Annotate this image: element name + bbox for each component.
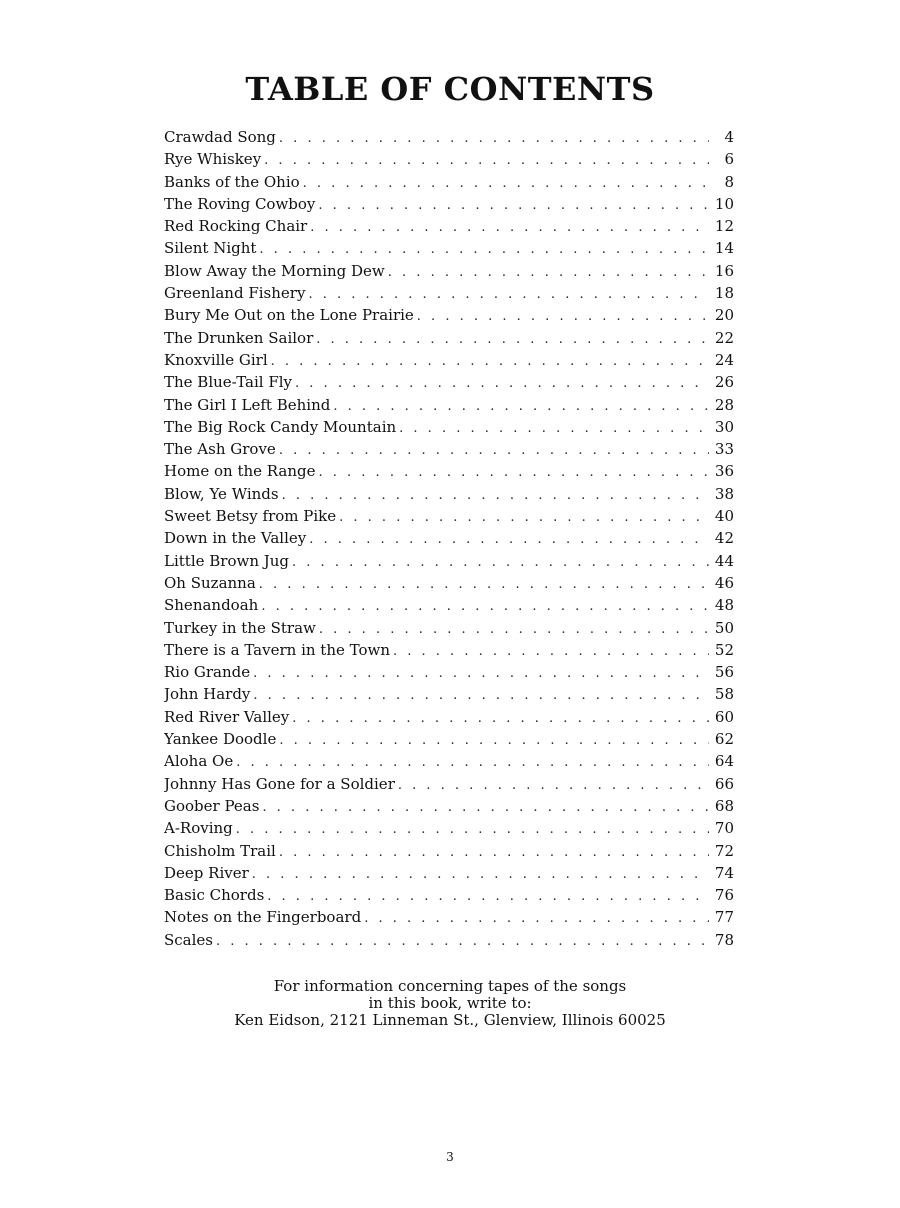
dot-leader <box>292 552 709 572</box>
dot-leader <box>279 128 709 148</box>
toc-entry <box>164 327 734 349</box>
toc-entry-title: There is a Tavern in the Town <box>164 640 390 659</box>
info-line-3: Ken Eidson, 2121 Linneman St., Glenview, Illinois 60025 <box>234 1011 666 1029</box>
toc-entry-page: 16 <box>714 261 734 280</box>
toc-entry-title: Banks of the Ohio <box>164 172 300 191</box>
toc-entry-title: Basic Chords <box>164 886 265 905</box>
toc-entry-title: Red Rocking Chair <box>164 217 308 236</box>
dot-leader <box>333 396 709 416</box>
toc-entry <box>164 126 734 148</box>
dot-leader <box>316 329 709 349</box>
dot-leader <box>252 864 709 884</box>
toc-entry-title: Bury Me Out on the Lone Prairie <box>164 306 414 325</box>
toc-entry-page: 20 <box>714 306 734 325</box>
dot-leader <box>279 440 709 460</box>
toc-entry <box>164 483 734 505</box>
toc-entry-page: 38 <box>714 484 734 503</box>
dot-leader <box>398 775 709 795</box>
toc-entry <box>164 349 734 371</box>
toc-entry-title: Johnny Has Gone for a Soldier <box>164 774 395 793</box>
toc-entry <box>164 594 734 616</box>
dot-leader <box>319 619 709 639</box>
toc-entry-page: 4 <box>724 128 734 146</box>
toc-entry-title: Knoxville Girl <box>164 350 268 369</box>
toc-entry-page: 48 <box>714 596 734 615</box>
toc-entry-title: The Ash Grove <box>164 440 276 459</box>
toc-entry-page: 28 <box>714 395 734 414</box>
toc-entry-title: Silent Night <box>164 239 257 258</box>
toc-entry-page: 68 <box>714 796 734 815</box>
dot-leader <box>279 842 709 862</box>
toc-entry <box>164 193 734 215</box>
toc-entry <box>164 906 734 928</box>
dot-leader <box>282 485 709 505</box>
toc-entry-title: A-Roving <box>164 819 233 838</box>
dot-leader <box>267 886 709 906</box>
toc-entry <box>164 884 734 906</box>
toc-entry-title: Little Brown Jug <box>164 551 290 570</box>
toc-entry-title: Aloha Oe <box>164 752 234 771</box>
toc-entry-page: 70 <box>714 819 734 838</box>
toc-entry <box>164 795 734 817</box>
toc-entry-title: Shenandoah <box>164 596 259 615</box>
toc-entry-title: Deep River <box>164 863 249 882</box>
toc-entry <box>164 550 734 572</box>
toc-entry-title: The Roving Cowboy <box>164 194 316 213</box>
info-line-1: For information concerning tapes of the songs <box>273 977 627 995</box>
toc-entry-title: Red River Valley <box>164 707 290 726</box>
toc-entry-page: 76 <box>714 886 734 905</box>
dot-leader <box>216 931 709 951</box>
toc-entry <box>164 416 734 438</box>
toc-entry <box>164 661 734 683</box>
toc-entry-title: The Blue-Tail Fly <box>164 373 293 392</box>
toc-entry-page: 78 <box>714 930 734 949</box>
dot-leader <box>262 797 709 817</box>
toc-entry-title: The Big Rock Candy Mountain <box>164 417 397 436</box>
toc-entry <box>164 237 734 259</box>
page-number: 3 <box>446 1150 454 1164</box>
toc-entry-page: 50 <box>714 618 734 637</box>
toc-entry <box>164 862 734 884</box>
dot-leader <box>295 373 709 393</box>
dot-leader <box>253 685 709 705</box>
info-line-2: in this book, write to: <box>368 994 532 1012</box>
toc-entry-page: 44 <box>714 551 734 570</box>
toc-entry-page: 60 <box>714 707 734 726</box>
toc-entry-page: 77 <box>714 908 734 927</box>
toc-entry <box>164 527 734 549</box>
toc-entry <box>164 505 734 527</box>
dot-leader <box>364 908 709 928</box>
toc-entry-page: 26 <box>714 373 734 392</box>
toc-entry-page: 10 <box>714 194 734 213</box>
toc-entry <box>164 706 734 728</box>
toc-entry <box>164 282 734 304</box>
dot-leader <box>261 596 709 616</box>
dot-leader <box>264 150 709 170</box>
toc-entry-page: 56 <box>714 663 734 682</box>
toc-entry-page: 12 <box>714 217 734 236</box>
toc-entry <box>164 460 734 482</box>
toc-entry-title: The Drunken Sailor <box>164 328 314 347</box>
dot-leader <box>259 239 709 259</box>
toc-entry-page: 46 <box>714 573 734 592</box>
toc-entry <box>164 260 734 282</box>
toc-entry <box>164 215 734 237</box>
toc-entry-title: Rio Grande <box>164 663 251 682</box>
toc-entry-title: Sweet Betsy from Pike <box>164 507 337 526</box>
toc-entry <box>164 617 734 639</box>
toc-entry-page: 72 <box>714 841 734 860</box>
dot-leader <box>339 507 709 527</box>
toc-entry <box>164 148 734 170</box>
toc-entry <box>164 371 734 393</box>
dot-leader <box>303 173 709 193</box>
toc-entry <box>164 438 734 460</box>
dot-leader <box>319 462 710 482</box>
toc-entry <box>164 840 734 862</box>
toc-entry-page: 33 <box>714 440 734 459</box>
toc-entry-page: 14 <box>714 239 734 258</box>
toc-entry <box>164 773 734 795</box>
dot-leader <box>259 574 709 594</box>
dot-leader <box>318 195 709 215</box>
toc-entry-page: 8 <box>724 172 734 191</box>
toc-entry-title: The Girl I Left Behind <box>164 395 331 414</box>
toc-entry-page: 6 <box>724 150 734 169</box>
dot-leader <box>309 529 709 549</box>
dot-leader <box>310 217 709 237</box>
dot-leader <box>279 730 709 750</box>
toc-entry <box>164 639 734 661</box>
dot-leader <box>393 641 709 661</box>
dot-leader <box>417 306 709 326</box>
toc-entry-title: Greenland Fishery <box>164 284 306 303</box>
toc-entry-page: 40 <box>714 507 734 526</box>
tape-information <box>0 978 900 1029</box>
toc-entry-title: Turkey in the Straw <box>164 618 316 637</box>
toc-entry-page: 64 <box>714 752 734 771</box>
toc-entry-title: Rye Whiskey <box>164 150 262 169</box>
dot-leader <box>253 663 709 683</box>
toc-entry <box>164 394 734 416</box>
toc-entry-title: Oh Suzanna <box>164 573 256 592</box>
dot-leader <box>308 284 709 304</box>
toc-entry-page: 62 <box>714 730 734 749</box>
toc-entry-title: Blow Away the Morning Dew <box>164 261 385 280</box>
toc-entry-page: 42 <box>714 529 734 548</box>
toc-entry <box>164 728 734 750</box>
toc-entry-page: 36 <box>714 462 734 481</box>
dot-leader <box>292 708 709 728</box>
dot-leader <box>236 819 709 839</box>
toc-entry <box>164 750 734 772</box>
toc-entry-title: Yankee Doodle <box>164 730 277 749</box>
toc-entry-page: 52 <box>714 640 734 659</box>
toc-entry-title: Chisholm Trail <box>164 841 276 860</box>
dot-leader <box>271 351 709 371</box>
dot-leader <box>236 752 709 772</box>
dot-leader <box>388 262 709 282</box>
toc-entry-title: Down in the Valley <box>164 529 307 548</box>
toc-entry-page: 74 <box>714 863 734 882</box>
toc-entry-page: 18 <box>714 284 734 303</box>
toc-entry-title: Crawdad Song <box>164 128 276 146</box>
toc-entry-page: 58 <box>714 685 734 704</box>
toc-entry-page: 66 <box>714 774 734 793</box>
toc-entry-page: 24 <box>714 350 734 369</box>
toc-entry <box>164 572 734 594</box>
dot-leader <box>399 418 709 438</box>
toc-entry-page: 22 <box>714 328 734 347</box>
toc-entry-title: Goober Peas <box>164 796 260 815</box>
toc-entry <box>164 683 734 705</box>
toc-entry-title: Scales <box>164 930 213 949</box>
toc-entry <box>164 304 734 326</box>
table-of-contents <box>164 126 734 951</box>
toc-entry-title: Blow, Ye Winds <box>164 484 279 503</box>
toc-entry-page: 30 <box>714 417 734 436</box>
toc-entry <box>164 171 734 193</box>
toc-entry <box>164 817 734 839</box>
toc-entry <box>164 929 734 951</box>
toc-entry-title: Notes on the Fingerboard <box>164 908 362 927</box>
toc-entry-title: John Hardy <box>164 685 251 704</box>
toc-entry-title: Home on the Range <box>164 462 316 481</box>
page-title: TABLE OF CONTENTS <box>245 70 655 108</box>
